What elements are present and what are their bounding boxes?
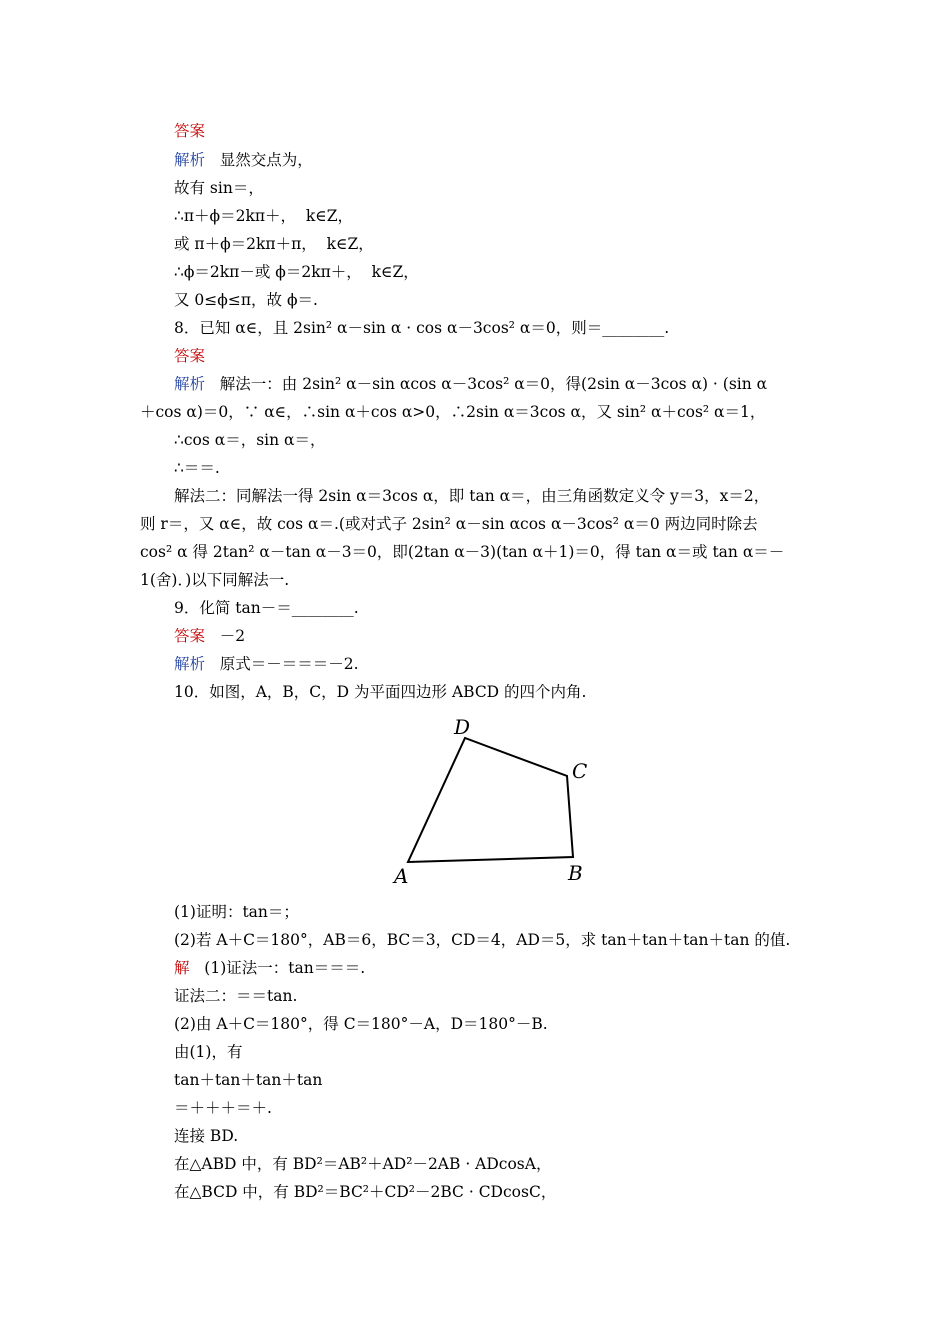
line-text: ＋cos α)＝0，∵ α∈，∴sin α＋cos α>0，∴2sin α＝3cos α，又 sin² α＋cos² α＝1， [140,403,766,421]
text-line [174,346,205,366]
text-line [174,458,220,478]
line-text: 又 0≤ϕ≤π，故 ϕ＝. [174,291,318,309]
text-line [174,1070,322,1090]
analysis-label: 解析 [174,375,206,393]
text-line [174,626,245,646]
text-line [174,1098,272,1118]
text-line [174,682,586,702]
line-text: 在△ABD 中，有 BD²＝AB²＋AD²－2AB · ADcosA， [174,1155,552,1173]
text-line [174,986,297,1006]
line-text: 或 π＋ϕ＝2kπ＋π， k∈Z， [174,235,374,253]
line-text: (2)若 A＋C＝180°，AB＝6，BC＝3，CD＝4，AD＝5，求 tan＋tan＋tan＋tan 的值. [174,931,791,949]
text-line [174,318,669,338]
line-text: cos² α 得 2tan² α－tan α－3＝0，即(2tan α－3)(tan α＋1)＝0，得 tan α＝或 tan α＝－ [140,543,785,561]
line-text: 连接 BD. [174,1127,239,1145]
text-line [174,654,359,674]
line-text: 故有 sin＝， [174,179,264,197]
text-line [174,958,365,978]
answer-label: 解 [174,959,190,977]
text-line [174,430,326,450]
text-line [174,1126,238,1146]
text-line [174,930,790,950]
line-text: －2 [205,627,246,645]
analysis-label: 解析 [174,151,206,169]
line-text: (1)证明：tan＝； [174,903,299,921]
line-text: 1(舍)．)以下同解法一. [140,571,290,589]
line-text: tan＋tan＋tan＋tan [174,1071,323,1089]
text-line [174,902,299,922]
line-text: ∴＝＝. [174,459,220,477]
quadrilateral-abcd [408,738,573,862]
vertex-label-d: D [454,715,471,739]
text-line [174,486,769,506]
vertex-label-b: B [568,861,583,885]
line-text: 证法二：＝＝tan. [174,987,298,1005]
text-line [174,598,359,618]
answer-label: 答案 [174,122,206,140]
line-text: ＝＋＋＋＝＋. [174,1099,272,1117]
text-line [174,262,419,282]
line-text: 解法二：同解法一得 2sin α＝3cos α，即 tan α＝，由三角函数定义令 y＝3，x＝2， [174,487,770,505]
text-line [174,374,767,394]
line-text: 9．化简 tan－＝________. [174,599,359,617]
answer-label: 答案 [174,347,206,365]
quadrilateral-figure [380,710,610,890]
text-line [174,290,318,310]
text-line [174,1042,242,1062]
text-line [140,542,784,562]
line-text: ∴π＋ϕ＝2kπ＋， k∈Z， [174,207,354,225]
line-text: 显然交点为， [205,151,313,169]
text-line [174,150,313,170]
text-line [174,234,374,254]
text-line [140,570,289,590]
text-line [140,514,758,534]
line-text: ∴ϕ＝2kπ－或 ϕ＝2kπ＋， k∈Z， [174,263,419,281]
text-line [174,1182,556,1202]
vertex-label-c: C [572,759,588,783]
text-line [174,1154,551,1174]
line-text: 8．已知 α∈，且 2sin² α－sin α · cos α－3cos² α＝0，则＝________. [174,319,670,337]
text-line [174,206,353,226]
line-text: 10．如图，A，B，C，D 为平面四边形 ABCD 的四个内角. [174,683,587,701]
line-text: 由(1)，有 [174,1043,243,1061]
answer-label: 答案 [174,627,206,645]
text-line [174,178,264,198]
vertex-label-a: A [394,864,409,888]
line-text: (2)由 A＋C＝180°，得 C＝180°－A，D＝180°－B. [174,1015,548,1033]
text-line [140,402,765,422]
analysis-label: 解析 [174,655,206,673]
line-text: 则 r＝，又 α∈，故 cos α＝.(或对式子 2sin² α－sin αcos α－3cos² α＝0 两边同时除去 [140,515,758,533]
line-text: ∴cos α＝，sin α＝， [174,431,326,449]
text-line [174,1014,548,1034]
text-line [174,121,205,141]
line-text: 原式＝－＝＝＝－2. [205,655,359,673]
line-text: (1)证法一：tan＝＝＝. [189,959,366,977]
line-text: 在△BCD 中，有 BD²＝BC²＋CD²－2BC · CDcosC， [174,1183,557,1201]
line-text: 解法一：由 2sin² α－sin αcos α－3cos² α＝0，得(2sin α－3cos α) · (sin α [205,375,768,393]
